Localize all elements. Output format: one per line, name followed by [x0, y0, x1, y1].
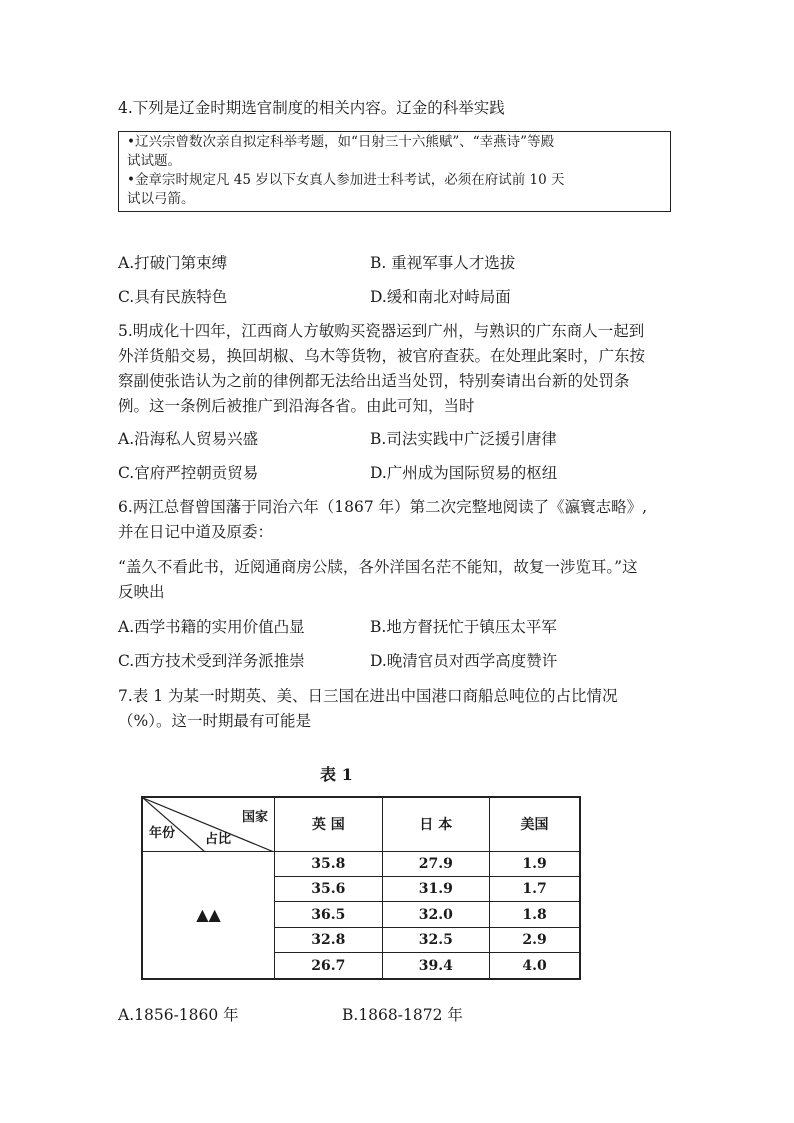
table-cell: 27.9 [382, 851, 490, 876]
table-cell: 26.7 [275, 953, 383, 979]
table-cell: 4.0 [490, 953, 580, 979]
q5-stem-line: 例。这一条例后被推广到沿海各省。由此可知，当时 [118, 397, 475, 415]
table-cell: 32.8 [275, 927, 383, 952]
table-cell: 1.8 [490, 902, 580, 927]
table-cell: 35.6 [275, 876, 383, 901]
q6-option-b[interactable]: B.地方督抚忙于镇压太平军 [370, 618, 557, 636]
q5-stem-line: 5.明成化十四年，江西商人方敏购买瓷器运到广州，与熟识的广东商人一起到 [118, 322, 645, 340]
table-cell: 31.9 [382, 876, 490, 901]
q6-stem-line: “盖久不看此书，近阅通商房公牍，各外洋国名茫不能知，故复一涉览耳。”这 [118, 558, 638, 576]
q4-box-line: •金章宗时规定凡 45 岁以下女真人参加进士科考试，必须在府试前 10 天 [127, 172, 565, 188]
q4-box-line: 试以弓箭。 [127, 191, 195, 207]
q7-stem-line: （%）。这一时期最有可能是 [118, 712, 311, 730]
table-cell: 1.7 [490, 876, 580, 901]
q4-option-d[interactable]: D.缓和南北对峙局面 [370, 288, 511, 306]
q6-stem-line: 并在日记中道及原委： [118, 523, 274, 541]
data-table [141, 796, 581, 980]
q4-option-c[interactable]: C.具有民族特色 [118, 288, 228, 306]
q7-option-b[interactable]: B.1868-1872 年 [342, 1006, 463, 1024]
q6-stem-line: 6.两江总督曾国藩于同治六年（1867 年）第二次完整地阅读了《瀛寰志略》, [118, 498, 648, 516]
q5-option-d[interactable]: D.广州成为国际贸易的枢纽 [370, 464, 558, 482]
column-header: 日 本 [382, 797, 490, 851]
year-placeholder: ▲▲ [142, 851, 275, 979]
q4-source-box [118, 131, 671, 212]
table-caption: 表 1 [320, 765, 353, 784]
q7-stem-line: 7.表 1 为某一时期英、美、日三国在进出中国港口商船总吨位的占比情况 [118, 687, 618, 705]
table-row [142, 851, 580, 876]
corner-label-share: 占比 [205, 832, 232, 847]
table-cell: 32.5 [382, 927, 490, 952]
column-header: 英 国 [275, 797, 383, 851]
table-corner-cell [142, 797, 275, 851]
table-cell: 1.9 [490, 851, 580, 876]
table-cell: 36.5 [275, 902, 383, 927]
table-cell: 35.8 [275, 851, 383, 876]
q5-option-a[interactable]: A.沿海私人贸易兴盛 [118, 430, 259, 448]
q6-option-d[interactable]: D.晚清官员对西学高度赞许 [370, 652, 558, 670]
q5-option-b[interactable]: B.司法实践中广泛援引唐律 [370, 430, 557, 448]
q6-stem-line: 反映出 [118, 583, 165, 601]
column-header: 美国 [490, 797, 580, 851]
q6-option-c[interactable]: C.西方技术受到洋务派推崇 [118, 652, 305, 670]
corner-label-country: 国家 [241, 810, 268, 825]
q5-stem-line: 察副使张诰认为之前的律例都无法给出适当处罚，特别奏请出台新的处罚条 [118, 372, 630, 390]
corner-label-year: 年份 [149, 826, 176, 841]
q4-stem: 4.下列是辽金时期选官制度的相关内容。辽金的科举实践 [118, 99, 505, 117]
q7-option-a[interactable]: A.1856-1860 年 [118, 1006, 239, 1024]
q6-option-a[interactable]: A.西学书籍的实用价值凸显 [118, 618, 305, 636]
q4-option-b[interactable]: B. 重视军事人才选拔 [370, 254, 516, 272]
q4-box-line: 试试题。 [127, 153, 181, 169]
q4-option-a[interactable]: A.打破门第束缚 [118, 254, 228, 272]
table-header-row [142, 797, 580, 851]
table-cell: 2.9 [490, 927, 580, 952]
q5-stem-line: 外洋货船交易，换回胡椒、乌木等货物，被官府查获。在处理此案时，广东按 [118, 347, 646, 365]
q4-box-line: •辽兴宗曾数次亲自拟定科举考题，如“日射三十六熊赋”、“幸燕诗”等殿 [127, 134, 555, 150]
q5-option-c[interactable]: C.官府严控朝贡贸易 [118, 464, 259, 482]
table-cell: 39.4 [382, 953, 490, 979]
table-cell: 32.0 [382, 902, 490, 927]
